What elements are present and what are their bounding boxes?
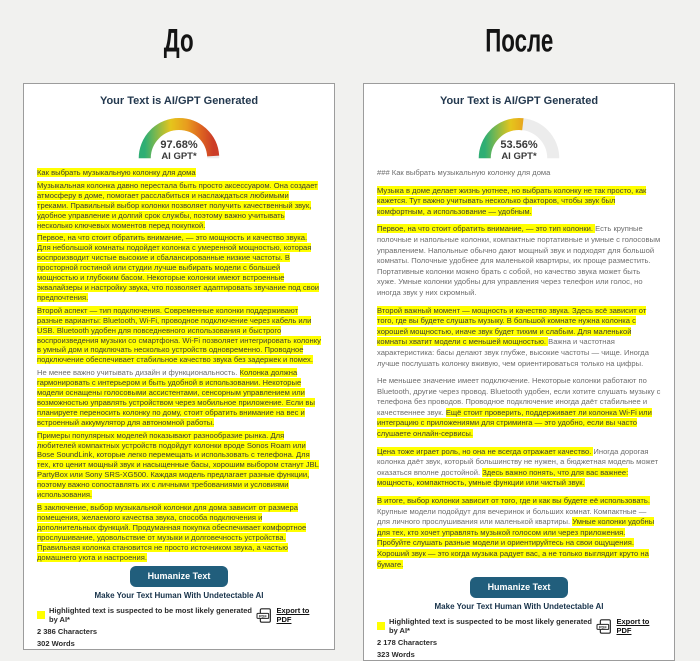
legend-text: Highlighted text is suspected to be most likely generated by AI* xyxy=(49,606,252,625)
paragraph xyxy=(377,496,661,570)
export-label: Export to PDF xyxy=(276,606,310,625)
character-count: 2 178 Characters xyxy=(377,637,438,647)
ai-percent: 53.56% xyxy=(500,139,538,151)
paragraph xyxy=(377,306,661,370)
character-count: 2 386 Characters xyxy=(37,626,98,636)
highlight-swatch-icon xyxy=(37,611,45,619)
plain-text: Есть крупные полочные и напольные колонки, компактные портативные и умные с голосовым управлением. Напольные обычно дают мощный звук и подходят для большой комнаты. Полочные удобнее для маленькой квартиры, их проще разместить. Портативные колонки можно брать с собой, но качество звука может быть хуже. Умные колонки удобны для управления через телефон или голос, но иногда звук у них скромный. xyxy=(377,224,661,297)
gauge-readout xyxy=(471,139,567,162)
highlighted-text: Второй важный момент — мощность и качество звука. Здесь всё зависит от того, где вы будете слушать музыку. В большой комнате нужна колонка с хорошей мощностью, иначе звук будет тихим и слабым. Для маленькой комнаты хватит модели с меньшей мощностью. xyxy=(377,305,647,347)
paragraph xyxy=(377,168,661,179)
column-header-before: До xyxy=(164,21,194,60)
humanize-subtext: Make Your Text Human With Undetectable AI xyxy=(434,602,604,612)
highlighted-text: Умные колонки удобны для тех, кто хочет управлять музыкой голосом или через приложения. Пробуйте слушать разные модели и ориентируйтесь на свои ощущения. Хороший звук — это когда музыка радует вас, а не только выглядит круто на бумаге. xyxy=(377,517,655,569)
paragraph xyxy=(377,186,661,218)
plain-text: Иногда дорогая колонка даёт звук, который большинству не нужен, а бюджетная модель может оказаться вполне достойной. xyxy=(377,446,659,477)
highlighted-text: Ещё стоит проверить, поддерживает ли колонка Wi-Fi или интеграцию с приложениями для стриминга — это удобно, если вы часто слушаете онлайн-сервисы. xyxy=(377,407,652,439)
ai-score-gauge xyxy=(471,112,567,162)
svg-text:PDF: PDF xyxy=(599,625,608,630)
ai-gpt-label: AI GPT* xyxy=(161,151,197,162)
highlighted-text: Второй аспект — тип подключения. Современные колонки поддерживают разные варианты: Bluetooth, Wi-Fi, проводное подключение через кабель или USB. Bluetooth удобен для повседневного использования и быстрого воспроизведения музыки со смартфона. Wi-Fi позволяет интегрировать колонку в умный дом и подключать несколько устройств одновременно. Проводное подключение обеспечивает стабильное качество звука без задержек и помех. xyxy=(37,305,321,365)
paragraph xyxy=(377,447,661,489)
result-panel-after xyxy=(363,83,675,661)
highlighted-text: Первое, на что стоит обратить внимание, — это тип колонки. xyxy=(377,224,596,234)
highlighted-text: Колонка должна гармонировать с интерьером и быть удобной в использовании. Некоторые модели оснащены голосовыми ассистентами, сенсорным управлением или возможностью управлять устройством через мобильное приложение. Если вы планируете переносить колонку по дому, стоит обратить внимание на вес и встроенный аккумулятор для автономной работы. xyxy=(37,368,315,427)
paragraph xyxy=(37,181,321,231)
paragraph xyxy=(37,503,321,562)
humanize-text-button[interactable]: Humanize Text xyxy=(130,566,229,587)
highlighted-text: В заключение, выбор музыкальной колонки для дома зависит от размера помещения, желаемого качества звука, способа подключения и дополнительных функций. Продуманная покупка обеспечивает комфортное прослушивание, удовольствие от музыки и долговечность устройства. Правильная колонка становится не просто источником звука, а частью домашнего уюта и настроения. xyxy=(37,503,307,562)
highlight-legend xyxy=(37,606,256,624)
panel-title: Your Text is AI/GPT Generated xyxy=(99,95,259,107)
analyzed-text xyxy=(24,162,334,562)
word-count: 302 Words xyxy=(37,639,75,649)
svg-text:PDF: PDF xyxy=(259,614,268,619)
paragraph xyxy=(37,168,321,178)
gauge-readout xyxy=(131,139,227,162)
pdf-icon xyxy=(596,619,613,634)
word-count: 323 Words xyxy=(377,650,415,660)
highlighted-text: Примеры популярных моделей показывают разнообразие рынка. Для любителей компактных устройств подойдут колонки вроде Sonos Roam или Bose SoundLink, которые легко перемещать и использовать с телефона. Для тех, кто ценит мощный звук и насыщенные басы, хорошим выбором станут JBL PartyBox или Sony SRS-XG500. Каждая модель предлагает разные функции, поэтому важно сопоставлять их с личными требованиями и условиями использования. xyxy=(37,430,319,500)
highlighted-text: В итоге, выбор колонки зависит от того, где и как вы будете её использовать. xyxy=(377,496,650,506)
paragraph xyxy=(377,376,661,440)
humanize-subtext: Make Your Text Human With Undetectable AI xyxy=(94,591,264,601)
plain-text: Крупные модели подойдут для вечеринок и больших комнат. Компактные — для личного прослушивания или маленькой квартиры. xyxy=(377,506,647,527)
highlighted-text: Музыкальная колонка давно перестала быть просто аксессуаром. Она создает атмосферу в доме, помогает расслабиться и наслаждаться любимыми треками. Правильный выбор колонки позволяет получить качественный звук, удобное управление и долгий срок службы, поэтому важно учитывать несколько ключевых моментов перед покупкой. xyxy=(37,180,318,230)
export-label: Export to PDF xyxy=(616,617,650,636)
paragraph xyxy=(37,368,321,427)
highlighted-text: Первое, на что стоит обратить внимание, — это мощность и качество звука. Для небольшой комнаты подойдет колонка с умеренной мощностью, которая воспроизводит чистые высокие и сбалансированные низкие частоты. В просторной гостиной или студии лучше выбирать модели с большей мощностью и глубоким басом. Некоторые колонки имеют встроенные эквалайзеры и настройку звука, что позволяет адаптировать звучание под свои предпочтения. xyxy=(37,233,320,302)
export-to-pdf-link[interactable] xyxy=(596,617,661,635)
highlight-legend xyxy=(377,617,596,635)
highlighted-text: Цена тоже играет роль, но она не всегда отражает качество. xyxy=(377,446,594,456)
analyzed-text xyxy=(364,162,674,570)
result-panel-before xyxy=(23,83,335,650)
panel-title: Your Text is AI/GPT Generated xyxy=(439,95,599,107)
paragraph xyxy=(37,306,321,365)
highlighted-text: Как выбрать музыкальную колонку для дома xyxy=(37,168,196,177)
ai-gpt-label: AI GPT* xyxy=(501,151,537,162)
ai-score-gauge xyxy=(131,112,227,162)
highlighted-text: Здесь важно понять, что для вас важнее: мощность, компактность, умные функции или чистый звук. xyxy=(377,467,629,488)
paragraph xyxy=(377,224,661,298)
ai-percent: 97.68% xyxy=(160,139,198,151)
plain-text: ### Как выбрать музыкальную колонку для дома xyxy=(377,168,551,177)
paragraph xyxy=(37,431,321,500)
column-header-after: После xyxy=(484,21,554,60)
plain-text: Не меньшее значение имеет подключение. Некоторые колонки работают по Bluetooth, другие через провод. Bluetooth удобен, если хотите слушать музыку с телефона без проводов. Проводное подключение иногда даёт стабильнее и качественнее звук. xyxy=(377,376,661,417)
plain-text: Важна и частотная характеристика: басы делают звук глубже, высокие частоты — чище. Иногда лучше послушать колонку вживую, чем ориентироваться только на цифры. xyxy=(377,337,649,368)
highlight-swatch-icon xyxy=(377,622,385,630)
paragraph xyxy=(37,233,321,302)
legend-text: Highlighted text is suspected to be most likely generated by AI* xyxy=(389,617,592,636)
export-to-pdf-link[interactable] xyxy=(256,606,321,624)
plain-text: Не менее важно учитывать дизайн и функциональность. xyxy=(37,368,240,378)
highlighted-text: Музыка в доме делает жизнь уютнее, но выбрать колонку не так просто, как кажется. Тут важно учитывать несколько факторов, чтобы звук был комфортным, а использование — удобным. xyxy=(377,185,647,216)
humanize-text-button[interactable]: Humanize Text xyxy=(470,577,569,598)
pdf-icon xyxy=(256,608,273,623)
